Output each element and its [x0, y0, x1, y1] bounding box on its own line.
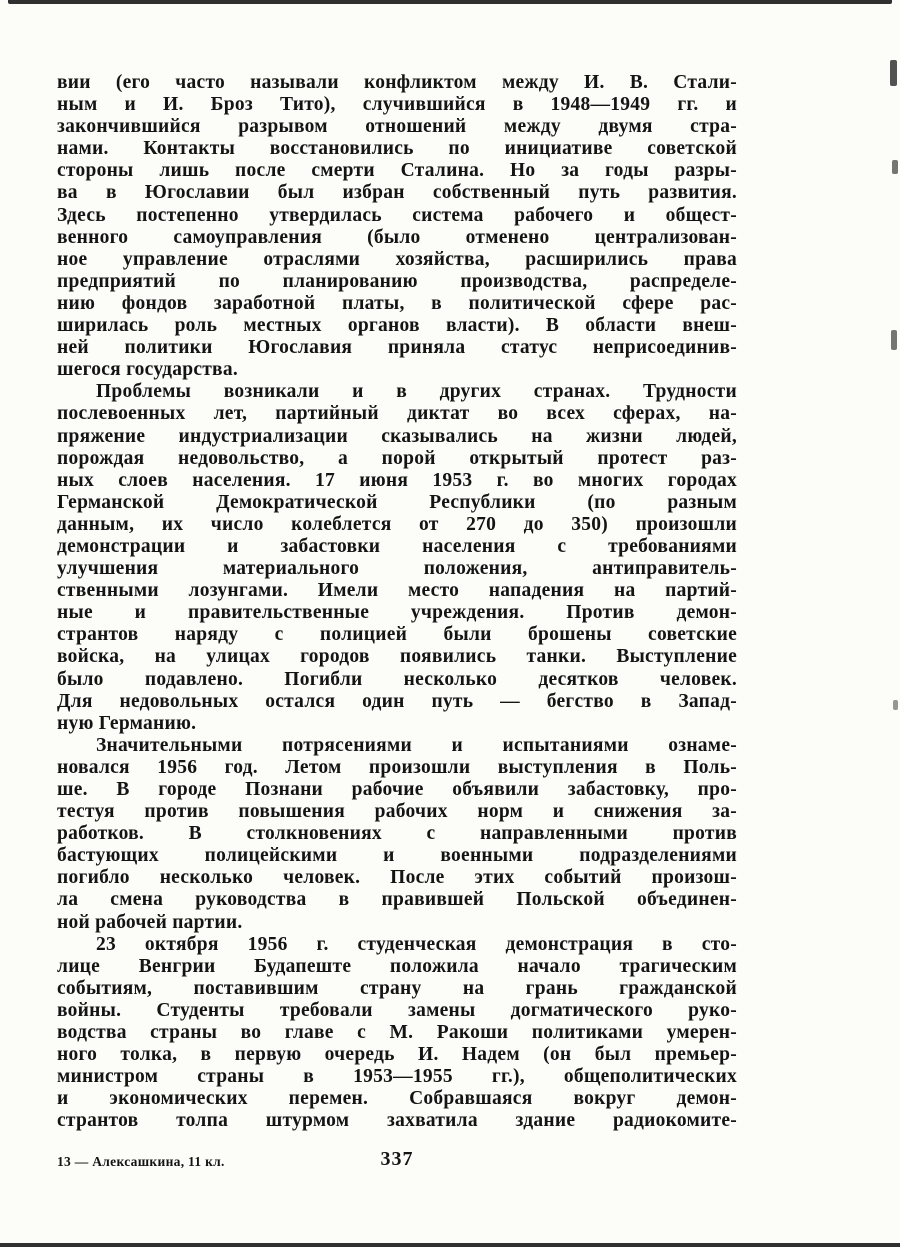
text-line: нами. Контакты восстановились по инициативе советской: [57, 138, 737, 160]
text-line: ных слоев населения. 17 июня 1953 г. во многих городах: [57, 469, 737, 491]
text-line: нию фондов заработной платы, в политической сфере рас-: [57, 292, 737, 314]
text-line: ла смена руководства в правившей Польской объединен-: [57, 889, 737, 911]
text-line: войны. Студенты требовали замены догматического руко-: [57, 999, 737, 1021]
scan-artifact-speck: [893, 700, 898, 710]
text-line: закончившийся разрывом отношений между двумя стра-: [57, 116, 737, 138]
text-line: венного самоуправления (было отменено централизован-: [57, 226, 737, 248]
text-line: бастующих полицейскими и военными подразделениями: [57, 845, 737, 867]
scan-artifact-speck: [890, 60, 897, 86]
text-line: Значительными потрясениями и испытаниями ознаме-: [96, 734, 737, 756]
text-line: ным и И. Броз Тито), случившийся в 1948—1949 гг. и: [57, 94, 737, 116]
text-line: предприятий по планированию производства, распределе-: [57, 270, 737, 292]
text-line: водства страны во главе с М. Ракоши политиками умерен-: [57, 1022, 737, 1044]
text-line: демонстрации и забастовки населения с требованиями: [57, 535, 737, 557]
text-line: ширилась роль местных органов власти). В области внеш-: [57, 315, 737, 337]
text-line: ва в Югославии был избран собственный путь развития.: [57, 182, 737, 204]
text-line: ного толка, в первую очередь И. Надем (он был премьер-: [57, 1044, 737, 1066]
paragraph: [57, 934, 737, 1133]
text-line: ные и правительственные учреждения. Против демон-: [57, 602, 737, 624]
text-line: 23 октября 1956 г. студенческая демонстрация в сто-: [96, 933, 737, 955]
text-line: ней политики Югославия приняла статус неприсоединив-: [57, 337, 737, 359]
text-line: стороны лишь после смерти Сталина. Но за годы разры-: [57, 160, 737, 182]
text-line: лице Венгрии Будапеште положила начало трагическим: [57, 955, 737, 977]
page-footer: [57, 1148, 737, 1176]
text-line: Германской Демократической Республики (по разным: [57, 491, 737, 513]
scan-artifact-speck: [891, 330, 897, 350]
text-line: тестуя против повышения рабочих норм и снижения за-: [57, 801, 737, 823]
text-line: Здесь постепенно утвердилась система рабочего и общест-: [57, 204, 737, 226]
text-line: министром страны в 1953—1955 гг.), общеполитических: [57, 1066, 737, 1088]
text-line: работков. В столкновениях с направленными против: [57, 823, 737, 845]
text-line: странтов толпа штурмом захватила здание радиокомите-: [57, 1110, 737, 1132]
scan-artifact-top-edge: [8, 0, 892, 4]
text-line: Для недовольных остался один путь — бегство в Запад-: [57, 690, 737, 712]
paragraph: [57, 381, 737, 735]
text-line: событиям, поставившим страну на грань гражданской: [57, 977, 737, 999]
text-line: ственными лозунгами. Имели место нападения на партий-: [57, 580, 737, 602]
text-line: порождая недовольство, а порой открытый протест раз-: [57, 447, 737, 469]
text-line: улучшения материального положения, антиправитель-: [57, 558, 737, 580]
text-line: странтов наряду с полицией были брошены советские: [57, 624, 737, 646]
text-line: Проблемы возникали и в других странах. Трудности: [96, 381, 737, 403]
text-line: данным, их число колеблется от 270 до 350) произошли: [57, 513, 737, 535]
paragraph: [57, 72, 737, 381]
scan-artifact-bottom-edge: [0, 1243, 900, 1247]
text-line: ное управление отраслями хозяйства, расширились права: [57, 248, 737, 270]
page-text-block: [57, 72, 737, 1133]
text-line: ную Германию.: [57, 712, 197, 734]
text-line: шегося государства.: [57, 359, 238, 381]
text-line: пряжение индустриализации сказывались на жизни людей,: [57, 425, 737, 447]
text-line: вии (его часто называли конфликтом между И. В. Стали-: [57, 72, 737, 93]
text-line: погибло несколько человек. После этих событий произош-: [57, 867, 737, 889]
printer-signature: 13 — Алексашкина, 11 кл.: [57, 1154, 225, 1169]
page-number: 337: [380, 1148, 414, 1170]
text-line: было подавлено. Погибли несколько десятков человек.: [57, 668, 737, 690]
text-line: ной рабочей партии.: [57, 911, 243, 933]
text-line: войска, на улицах городов появились танки. Выступление: [57, 646, 737, 668]
scan-artifact-speck: [892, 160, 898, 174]
text-line: и экономических перемен. Собравшаяся вокруг демон-: [57, 1088, 737, 1110]
text-line: послевоенных лет, партийный диктат во всех сферах, на-: [57, 403, 737, 425]
text-line: новался 1956 год. Летом произошли выступления в Поль-: [57, 756, 737, 778]
paragraph: [57, 735, 737, 934]
text-line: ше. В городе Познани рабочие объявили забастовку, про-: [57, 779, 737, 800]
